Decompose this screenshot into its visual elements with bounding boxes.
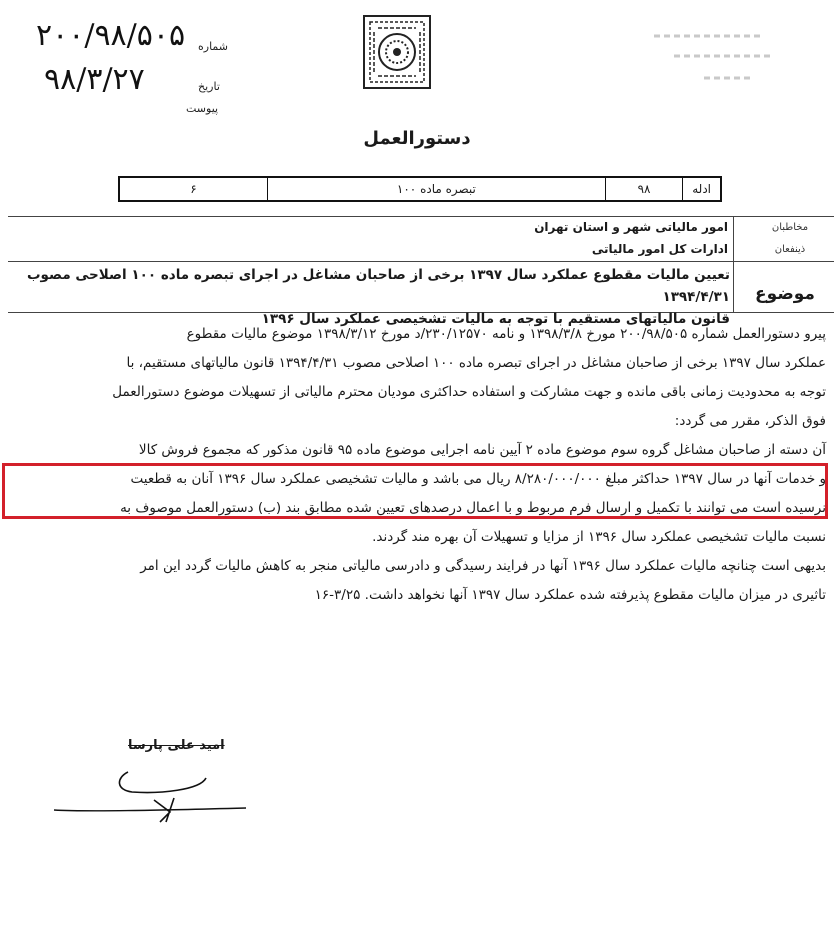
body-line: عملکرد سال ۱۳۹۷ برخی از صاحبان مشاغل در اجرای تبصره ماده ۱۰۰ اصلاحی مصوب ۱۳۹۴/۴/۳۱ قانون مالیاتهای مستقیم، با [126,355,826,371]
highlight-box [2,463,828,519]
body-line: توجه به محدودیت زمانی باقی مانده و جهت مشارکت و استفاده حداکثری مودیان محترم مالیاتی از تسهیلات موضوع دستورالعمل [112,384,826,400]
reference-bar [118,176,722,202]
letter-attachment-label: پیوست [186,102,219,115]
body-line: بدیهی است چنانچه مالیات عملکرد سال ۱۳۹۶ آنها در فرایند رسیدگی و دادرسی مالیاتی منجر به کاهش مالیات گردد این امر [140,558,826,574]
body-line: فوق الذکر، مقرر می گردد: [674,413,826,429]
body-line: نرسیده است می توانند با تکمیل و ارسال فرم مربوط و با اعمال درصدهای تعیین شده مطابق بند (ب) دستورالعمل موصوف به [120,500,826,516]
grid-column-line [733,216,734,312]
letter-number-value: ۲۰۰/۹۸/۵۰۵ [36,18,186,53]
beneficiaries-label: ذینفعان [774,244,806,255]
body-line [14,581,826,610]
organization-emblem-icon [358,12,436,92]
faint-org-stamp [634,22,794,92]
grid-line-mid [8,261,834,262]
ref-year-label: ادله [682,178,720,200]
addressees-label: مخاطبان [771,222,809,233]
body-line-highlighted: آن دسته از صاحبان مشاغل گروه سوم موضوع ماده ۲ آیین نامه اجرایی موضوع ماده ۹۵ قانون مذکور که مجموع فروش کالا [138,442,826,458]
grid-line-top [8,216,834,217]
addressees-value: امور مالیاتی شهر و استان تهران [534,220,728,234]
body-line: نسبت مالیات تشخیصی عملکرد سال ۱۳۹۶ از مزایا و تسهیلات آن بهره مند گردند. [372,529,826,545]
letter-date-label: تاریخ [198,80,220,93]
ref-year-value: ۹۸ [605,178,682,200]
body-line-highlighted: و خدمات آنها در سال ۱۳۹۷ حداکثر مبلغ ۸/۲۸۰/۰۰۰/۰۰۰ ریال می باشد و مالیات تشخیصی عملکرد سال ۱۳۹۶ آنان به قطعیت [130,471,826,487]
beneficiaries-value: ادارات کل امور مالیاتی [591,242,728,256]
body-line: پیرو دستورالعمل شماره ۲۰۰/۹۸/۵۰۵ مورخ ۱۳۹۸/۳/۸ و نامه ۲۳۰/۱۲۵۷۰/د مورخ ۱۳۹۸/۳/۱۲ موضوع مالیات مقطوع [186,326,826,342]
body-text: تاثیری در میزان مالیات مقطوع پذیرفته شده عملکرد سال ۱۳۹۷ آنها نخواهد داشت. [364,587,826,603]
letter-number-label: شماره [198,40,229,53]
document-title: دستورالعمل [363,128,471,149]
subject-line-2: قانون مالیاتهای مستقیم با توجه به مالیات تشخیصی عملکرد سال ۱۳۹۶ [261,311,730,327]
subject-line-1: تعیین مالیات مقطوع عملکرد سال ۱۳۹۷ برخی از صاحبان مشاغل در اجرای تبصره ماده ۱۰۰ اصلاحی مصوب ۱۳۹۴/۴/۳۱ [26,267,730,305]
ref-page: ۶ [190,182,197,196]
body-code: ۳/۲۵-۱۶ [314,587,361,603]
ref-subject: تبصره ماده ۱۰۰ [267,178,605,200]
subject-label: موضوع [755,284,815,304]
signer-name: امید علی پارسا [128,738,225,753]
signature-mark [50,760,250,830]
letter-date-value: ۹۸/۳/۲۷ [44,62,145,97]
